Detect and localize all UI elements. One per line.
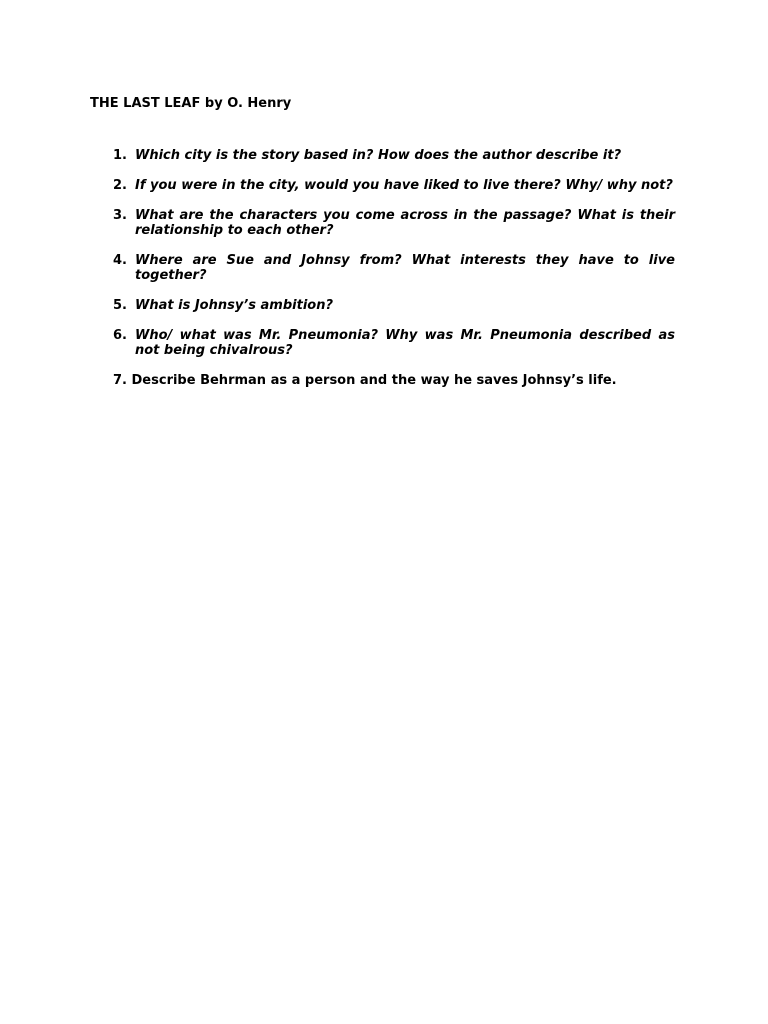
question-item [113, 373, 675, 388]
question-number: 6. [113, 328, 127, 343]
question-item [113, 148, 675, 163]
question-item [113, 328, 675, 358]
question-text: Which city is the story based in? How does the author describe it? [135, 148, 622, 163]
question-number: 5. [113, 298, 127, 313]
question-item [113, 208, 675, 238]
question-item [113, 253, 675, 283]
question-text: Describe Behrman as a person and the way he saves Johnsy’s life. [131, 373, 617, 388]
question-text: What are the characters you come across in the passage? What is their relationship to each other? [135, 208, 675, 238]
question-item [113, 178, 675, 193]
question-number: 1. [113, 148, 127, 163]
question-number: 3. [113, 208, 127, 223]
document-title: THE LAST LEAF by O. Henry [90, 96, 292, 111]
question-item [113, 298, 675, 313]
question-list [113, 148, 675, 403]
question-number: 2. [113, 178, 127, 193]
question-number: 4. [113, 253, 127, 268]
question-number: 7. [113, 373, 132, 388]
question-text: What is Johnsy’s ambition? [135, 298, 333, 313]
question-text: Who/ what was Mr. Pneumonia? Why was Mr. Pneumonia described as not being chivalrous? [135, 328, 675, 358]
question-text: Where are Sue and Johnsy from? What interests they have to live together? [135, 253, 675, 283]
question-text: If you were in the city, would you have liked to live there? Why/ why not? [135, 178, 673, 193]
